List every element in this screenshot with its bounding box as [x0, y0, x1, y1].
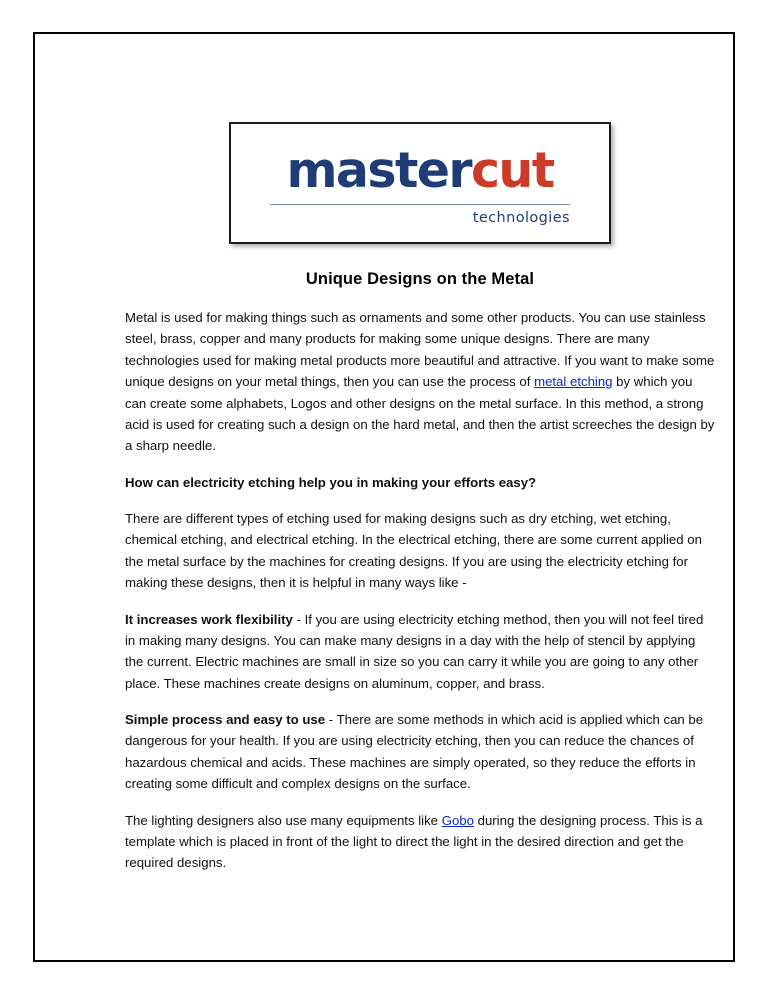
- paragraph-lighting-text-a: The lighting designers also use many equipments like: [125, 812, 442, 828]
- logo-wordmark: [286, 142, 554, 199]
- paragraph-simple-process-text: - There are some methods in which acid is applied which can be dangerous for your health. If you are using electricity etching, then you can reduce the chances of hazardous chemical and acids. These machines are simply operated, so they reduce the efforts in creating some difficult and complex designs on the surface.: [125, 712, 704, 792]
- page-border-frame: [33, 32, 735, 962]
- logo-container: [125, 122, 715, 244]
- page-title: Unique Designs on the Metal: [305, 270, 535, 288]
- metal-etching-link[interactable]: metal etching: [534, 374, 613, 390]
- logo-divider: [270, 204, 570, 205]
- section-heading-electricity-etching: How can electricity etching help you in making your efforts easy?: [125, 474, 537, 490]
- paragraph-lighting-designers: [125, 810, 715, 874]
- mastercut-logo: [229, 122, 611, 244]
- paragraph-lighting-text-b: during the designing process. This is a template which is placed in front of the light to direct the light in the desired direction and get the required designs.: [125, 812, 703, 871]
- paragraph-etching-types: There are different types of etching used for making designs such as dry etching, wet etching, chemical etching, and electrical etching. In the electrical etching, there are some current applied on the metal surface by the machines for creating designs. If you are using the electricity etching for making these designs, then it is helpful in many ways like -: [125, 511, 702, 591]
- logo-text-master: master: [286, 142, 471, 199]
- paragraph-simple-process: [125, 709, 715, 795]
- paragraph-intro: [125, 307, 715, 457]
- paragraph-work-flexibility-text: - If you are using electricity etching method, then you will not feel tired in making many designs. You can make many designs in a day with the help of stencil by applying the current. Electric machines are small in size so you can carry it while you are going to any other place. These machines create designs on aluminum, copper, and brass.: [125, 611, 704, 691]
- bold-lead-simple-process: Simple process and easy to use: [125, 712, 326, 727]
- bold-lead-work-flexibility: It increases work flexibility: [125, 611, 293, 627]
- document-content: [125, 94, 715, 889]
- paragraph-intro-text-a: Metal is used for making things such as ornaments and some other products. You can use stainless steel, brass, copper and many products for making some unique designs. There are many technologies used for making metal products more beautiful and attractive. If you want to make some unique designs on your metal things, then you can use the process of: [125, 310, 715, 390]
- logo-tagline: technologies: [472, 210, 570, 226]
- gobo-link[interactable]: Gobo: [441, 812, 474, 828]
- paragraph-intro-text-b: by which you can create some alphabets, Logos and other designs on the metal surface. In this method, a strong acid is used for creating such a design on the hard metal, and then the artist screeches the design by a sharp needle.: [125, 374, 715, 454]
- logo-text-cut: cut: [470, 142, 554, 199]
- paragraph-work-flexibility: [125, 609, 715, 695]
